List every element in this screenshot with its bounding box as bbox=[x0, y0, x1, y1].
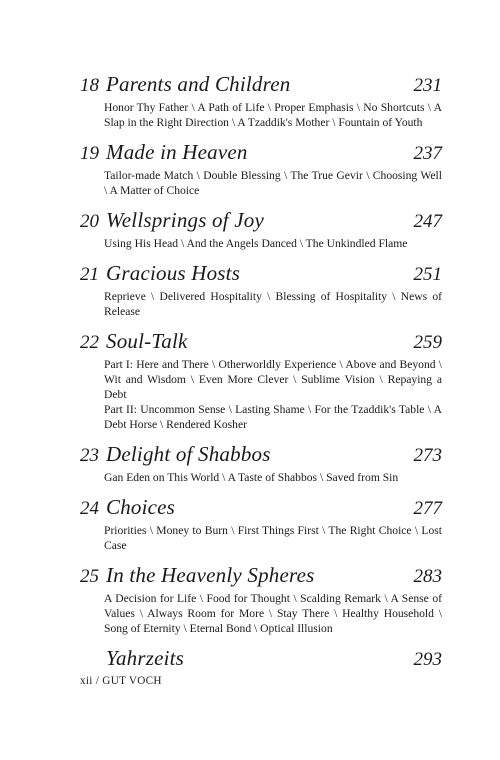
chapter-number: 18 bbox=[80, 75, 99, 96]
chapter-stories bbox=[104, 168, 442, 198]
chapter-stories bbox=[104, 236, 442, 251]
story-list: A Decision for Life \ Food for Thought \ Scalding Remark \ A Sense of Values \ Always Room for More \ Stay There \ Healthy Household \ Song of Eternity \ Eternal Bond \ Optical Illusion bbox=[104, 592, 442, 635]
page-number: 237 bbox=[413, 143, 442, 164]
toc-entry bbox=[80, 208, 442, 251]
toc-entry bbox=[80, 563, 442, 636]
chapter-title[interactable]: Choices bbox=[106, 495, 176, 519]
page-number: 231 bbox=[413, 75, 442, 96]
chapter-title[interactable]: Delight of Shabbos bbox=[106, 442, 271, 466]
story-list-part-2: Part II: Uncommon Sense \ Lasting Shame \ For the Tzaddik's Table \ A Debt Horse \ Rendered Kosher bbox=[104, 403, 442, 431]
story-list-part-1: Part I: Here and There \ Otherworldly Experience \ Above and Beyond \ Wit and Wisdom \ Even More Clever \ Sublime Vision \ Repaying a Debt bbox=[104, 358, 442, 401]
chapter-stories bbox=[104, 357, 442, 432]
page-number: 259 bbox=[413, 332, 442, 353]
toc-heading-row bbox=[80, 329, 442, 357]
story-list: Using His Head \ And the Angels Danced \ The Unkindled Flame bbox=[104, 237, 408, 250]
toc-heading-row bbox=[80, 442, 442, 470]
toc-entry bbox=[80, 495, 442, 553]
toc-entry bbox=[80, 442, 442, 485]
chapter-title[interactable]: Gracious Hosts bbox=[106, 261, 241, 285]
chapter-title[interactable]: Made in Heaven bbox=[106, 140, 248, 164]
story-list: Priorities \ Money to Burn \ First Things First \ The Right Choice \ Lost Case bbox=[104, 524, 442, 552]
toc-entry bbox=[80, 72, 442, 130]
chapter-stories bbox=[104, 523, 442, 553]
chapter-stories bbox=[104, 289, 442, 319]
chapter-title[interactable]: In the Heavenly Spheres bbox=[106, 563, 315, 587]
story-list: Honor Thy Father \ A Path of Life \ Proper Emphasis \ No Shortcuts \ A Slap in the Right Direction \ A Tzaddik's Mother \ Fountain of Youth bbox=[104, 101, 442, 129]
page-number: 277 bbox=[413, 498, 442, 519]
page-number: 283 bbox=[413, 566, 442, 587]
toc-entry bbox=[80, 261, 442, 319]
chapter-number: 22 bbox=[80, 332, 99, 353]
toc-entry bbox=[80, 140, 442, 198]
page-number: 293 bbox=[413, 649, 442, 670]
story-list: Reprieve \ Delivered Hospitality \ Blessing of Hospitality \ News of Release bbox=[104, 290, 442, 318]
chapter-stories bbox=[104, 470, 442, 485]
running-footer: xii / GUT VOCH bbox=[80, 675, 162, 687]
toc-entry bbox=[80, 646, 442, 674]
toc-heading-row bbox=[80, 208, 442, 236]
chapter-number: 25 bbox=[80, 566, 99, 587]
toc-heading-row bbox=[80, 646, 442, 674]
chapter-stories bbox=[104, 100, 442, 130]
page-number: 251 bbox=[413, 264, 442, 285]
chapter-title[interactable]: Soul-Talk bbox=[106, 329, 188, 353]
toc-heading-row bbox=[80, 563, 442, 591]
toc-heading-row bbox=[80, 495, 442, 523]
toc-entry bbox=[80, 329, 442, 432]
chapter-title[interactable]: Yahrzeits bbox=[106, 646, 185, 670]
chapter-number: 20 bbox=[80, 211, 99, 232]
toc-heading-row bbox=[80, 140, 442, 168]
chapter-number: 21 bbox=[80, 264, 99, 285]
story-list: Tailor-made Match \ Double Blessing \ The True Gevir \ Choosing Well \ A Matter of Choice bbox=[104, 169, 442, 197]
chapter-stories bbox=[104, 591, 442, 636]
toc-heading-row bbox=[80, 261, 442, 289]
page-number: 247 bbox=[413, 211, 442, 232]
chapter-number: 23 bbox=[80, 445, 99, 466]
chapter-title[interactable]: Parents and Children bbox=[106, 72, 291, 96]
chapter-number: 19 bbox=[80, 143, 99, 164]
page-number: 273 bbox=[413, 445, 442, 466]
chapter-title[interactable]: Wellsprings of Joy bbox=[106, 208, 264, 232]
chapter-number: 24 bbox=[80, 498, 99, 519]
table-of-contents bbox=[80, 72, 442, 684]
story-list: Gan Eden on This World \ A Taste of Shabbos \ Saved from Sin bbox=[104, 471, 399, 484]
toc-heading-row bbox=[80, 72, 442, 100]
